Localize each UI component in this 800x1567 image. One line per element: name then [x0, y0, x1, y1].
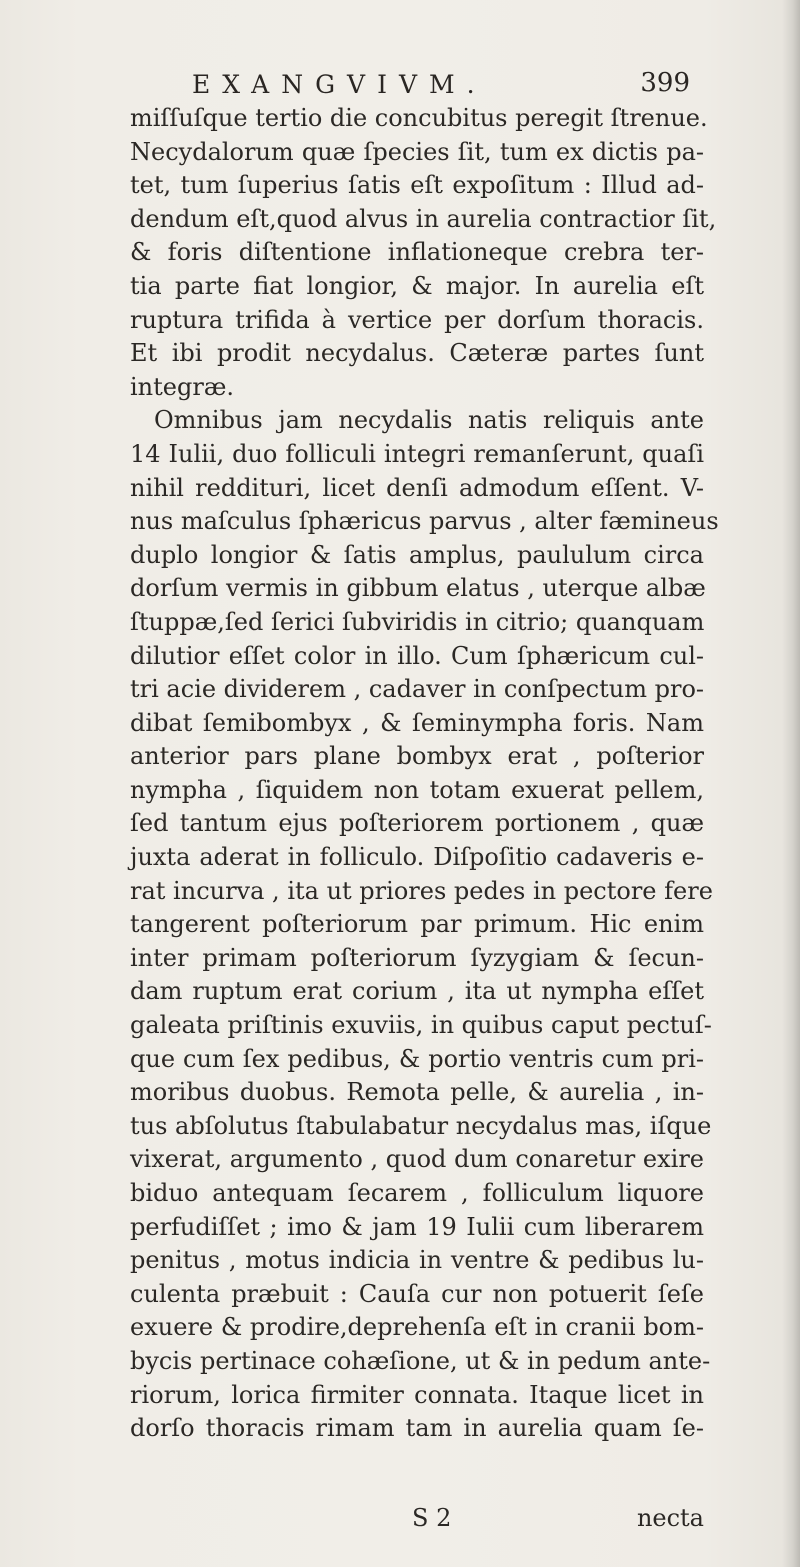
text-line: bycis pertinace cohæſione, ut & in pedum ante-	[130, 1346, 711, 1375]
text-line: dorſum vermis in gibbum elatus , uterque albæ	[130, 574, 706, 603]
text-line: tri acie dividerem , cadaver in conſpectum pro-	[130, 675, 705, 704]
text-line: galeata priſtinis exuviis, in quibus caput pectuſ-	[130, 1011, 712, 1040]
text-line: 14 Iulii, duo folliculi integri remanſerunt, quaſi	[130, 439, 704, 468]
text-line: ſtuppæ,ſed ſerici ſubviridis in citrio; quanquam	[130, 607, 705, 636]
running-title: EXANGVIVM.	[192, 70, 487, 99]
text-line: biduo antequam ſecarem , folliculum liquore	[130, 1179, 704, 1207]
text-line: anterior pars plane bombyx erat , poſterior	[130, 742, 704, 771]
text-line: Et ibi prodit necydalus. Cæteræ partes ſunt	[130, 339, 704, 368]
text-line: perfudiſſet ; imo & jam 19 Iulii cum liberarem	[130, 1212, 704, 1241]
text-line: dam ruptum erat corium , ita ut nympha eſſet	[130, 977, 704, 1006]
catchword: necta	[636, 1504, 704, 1532]
text-line: integræ.	[130, 372, 235, 401]
text-line: moribus duobus. Remota pelle, & aurelia , in-	[130, 1078, 704, 1107]
text-line: culenta præbuit : Cauſa cur non potuerit ſeſe	[130, 1279, 704, 1308]
text-line: juxta aderat in folliculo. Diſpoſitio cadaveris e-	[130, 843, 704, 872]
signature-mark: S 2	[412, 1504, 452, 1532]
text-line: ſed tantum ejus poſteriorem portionem , quæ	[130, 809, 704, 838]
text-line: que cum ſex pedibus, & portio ventris cum pri-	[130, 1044, 704, 1073]
text-line: nympha , ſiquidem non totam exuerat pellem,	[130, 775, 704, 804]
text-line: Omnibus jam necydalis natis reliquis ante	[154, 406, 704, 435]
text-line: Necydalorum quæ ſpecies ſit, tum ex dictis pa-	[130, 137, 704, 166]
page-footer	[130, 1504, 704, 1538]
text-line: duplo longior & ſatis amplus, paululum circa	[130, 540, 704, 569]
text-line: tus abſolutus ſtabulabatur necydalus mas, iſque	[130, 1111, 712, 1140]
page-header	[130, 66, 690, 102]
text-line: dendum eſt,quod alvus in aurelia contractior ſit,	[130, 204, 717, 233]
text-line: nus maſculus ſphæricus parvus , alter fæmineus	[130, 507, 719, 536]
text-line: exuere & prodire,deprehenſa eſt in cranii bom-	[130, 1313, 704, 1342]
text-line: dibat ſemibombyx , & ſeminympha foris. Nam	[130, 708, 704, 737]
text-line: tia parte fiat longior, & major. In aurelia eſt	[130, 271, 704, 300]
text-line: rat incurva , ita ut priores pedes in pectore fere	[130, 876, 713, 905]
text-line: nihil redditurі, licet denſi admodum eſſent. V-	[130, 473, 704, 502]
text-line: ruptura trifida à vertice per dorſum thoracis.	[130, 305, 704, 334]
page-edge-shadow	[782, 0, 800, 1567]
text-line: tet, tum ſuperius ſatis eſt expoſitum : Illud ad-	[130, 171, 704, 200]
text-line: dilutior eſſet color in illo. Cum ſphæricum cul-	[130, 641, 704, 670]
text-line: dorſo thoracis rimam tam in aurelia quam ſe-	[130, 1414, 704, 1443]
text-line: tangerent poſteriorum par primum. Hic enim	[130, 910, 704, 939]
text-line: & foris diſtentione inflationeque crebra ter-	[130, 238, 704, 267]
text-line: penitus , motus indicia in ventre & pedibus lu-	[130, 1246, 704, 1275]
text-line: inter primam poſteriorum ſyzygiam & ſecun-	[130, 943, 704, 972]
body-text	[130, 102, 719, 1446]
text-line: vixerat, argumento , quod dum conaretur exire	[130, 1145, 704, 1174]
page-number: 399	[640, 68, 690, 98]
text-line: miſſuſque tertio die concubitus peregit ſtrenue.	[130, 104, 708, 132]
text-line: riorum, lorica firmiter connata. Itaque licet in	[130, 1380, 704, 1409]
